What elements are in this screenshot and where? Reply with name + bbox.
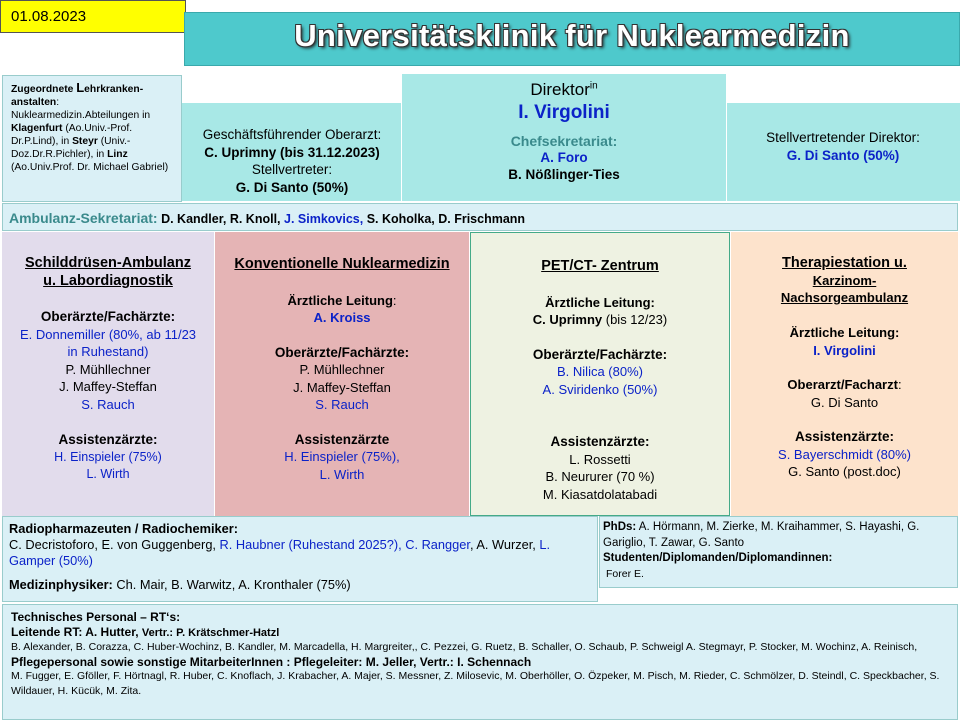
ambulanz-label: Ambulanz-Sekretariat: [9,210,158,226]
col2-senior-3: S. Rauch [315,397,369,412]
physicists-label: Medizinphysiker: [9,577,113,592]
col3-senior-1: B. Nilica (80%) [557,364,643,379]
col4-senior-line [731,376,958,394]
ambulanz-names-1: D. Kandler, R. Knoll, [157,212,284,226]
lehr-heading-1: Zugeordnete [11,84,77,95]
director-label-sup: in [589,80,598,92]
col3-assistant-label: Assistenzärzte: [550,434,650,449]
col2-assistant-1: H. Einspieler (75%), [284,449,400,464]
col2-lead-line [215,292,469,310]
col2-lead-label: Ärztliche Leitung [287,292,393,308]
students-names: Forer E. [606,567,644,580]
director-box [401,73,727,201]
lehr-text-1: Nuklearmedizin.Abteilungen in [11,110,151,121]
tech-lead-line [11,625,951,641]
col3-senior-label: Oberärzte/Fachärzte: [532,346,668,362]
thyroid-clinic-column [2,232,214,516]
col2-senior-label: Oberärzte/Fachärzte: [274,344,410,360]
col2-lead-name: A. Kroiss [313,310,371,325]
col1-assistant-label: Assistenzärzte: [58,432,158,447]
col1-senior-2: P. Mühllechner [65,361,151,377]
col3-senior-2: A. Sviridenko (50%) [542,381,658,397]
radio-names-blue-2: L. Gamper (50%) [9,537,551,568]
radio-names-1: C. Decristoforo, E. von Guggenberg, [9,537,220,552]
lehr-text-2: (Ao.Univ.-Prof. Dr.P.Lind), in [11,123,133,147]
director-label: Direktor [530,80,590,99]
physicists-names: Ch. Mair, B. Warwitz, A. Kronthaler (75%) [112,577,351,592]
col2-senior-2: J. Maffey-Steffan [293,379,391,395]
col2-lead-colon: : [392,292,397,308]
chef-sekretariat-label: Chefsekretariat: [510,133,618,149]
col3-lead-name: C. Uprimny [532,312,603,327]
director-name: I. Virgolini [518,102,610,123]
col4-assistant-label: Assistenzärzte: [794,429,895,444]
lehr-heading-2: ehrkranken-anstalten [11,84,144,108]
teaching-hospitals-box [2,75,182,202]
date-label: 01.08.2023 [0,0,186,33]
tech-rt-names: B. Alexander, B. Corazza, C. Huber-Wochinz, B. Kandler, M. Marcadella, H. Margreiter,, C. Pezzei, G. Ruetz, B. Schaller, O. Schaub, P. Schweigl A. Stegmayr, P. Stocker, M. Wochinz, A. Reinisch, [11,641,918,653]
radio-names [9,537,591,569]
chef-sekretariat-name-1: A. Foro [540,150,588,165]
col1-title-2: u. Labordiagnostik [43,273,173,289]
pet-ct-center-column [470,232,730,516]
col1-assistant-1: H. Einspieler (75%) [54,449,162,464]
col3-title: PET/CT- Zentrum [541,258,659,274]
nursing-names: M. Fugger, E. Gföller, F. Hörtnagl, R. Huber, C. Knoflach, J. Krabacher, A. Majer, S. Messner, Z. Milosevic, M. Oberhöller, O. Özpeker, M. Pisch, M. Rieder, C. Schmölzer, D. Steindl, C. Speckbacher, S. Wildauer, H. Kücük, M. Zita. [11,670,940,697]
gf-label: Geschäftsführender Oberarzt: [202,127,382,142]
col4-title-2: Karzinom- [812,273,877,288]
col2-assistant-2: L. Wirth [319,466,365,482]
deputy-director [728,129,958,165]
col4-assistant-1: S. Bayerschmidt (80%) [778,446,911,462]
director-label-line [402,80,726,100]
lehr-text-3: (Univ.-Doz.Dr.R.Pichler), in [11,136,131,160]
tech-lead-label: Leitende RT: A. Hutter, [11,624,142,639]
col4-lead-label: Ärztliche Leitung: [789,325,900,340]
radiopharmacists-box [2,516,598,602]
col3-assistant-3: M. Kiasatdolatabadi [542,486,658,502]
lehr-klagenfurt: Klagenfurt [11,123,63,134]
radio-names-blue-1: R. Haubner (Ruhestand 2025?), C. Rangger [219,537,470,552]
col4-title-1: Therapiestation u. [782,255,907,271]
medical-physicists-line [9,577,591,593]
gf-deputy-name: G. Di Santo (50%) [235,179,349,195]
stv-label: Stellvertretender Direktor: [766,130,920,145]
phd-line [603,520,954,551]
col2-senior-1: P. Mühllechner [299,362,385,377]
col2-assistant-label: Assistenzärzte [294,431,390,447]
conventional-nuclear-medicine-column [215,232,469,516]
col4-title-3: Nachsorgeambulanz [780,290,909,305]
col4-assistant-2: G. Santo (post.doc) [788,464,901,479]
col3-assistant-1: L. Rossetti [569,451,631,467]
lehr-text-4: (Ao.Univ.Prof. Dr. Michael Gabriel) [11,162,169,173]
students-label: Studenten/Diplomanden/Diplomandinnen: [603,552,833,564]
tech-label: Technisches Personal – RT‘s: [11,610,181,624]
col3-lead-note: (bis 12/23) [602,312,668,327]
radio-label: Radiopharmazeuten / Radiochemiker: [9,521,238,536]
col3-lead-label: Ärztliche Leitung: [545,294,655,310]
col3-assistant-2: B. Neururer (70 %) [545,469,655,484]
ambulance-secretariat [2,203,958,231]
lehr-linz: Linz [107,149,128,160]
ambulanz-names-blue: J. Simkovics, [284,212,364,226]
radio-names-2: , A. Wurzer, [469,537,540,552]
chef-sekretariat-name-2: B. Nößlinger-Ties [508,167,620,182]
page-title: Universitätsklinik für Nuklearmedizin [294,18,850,53]
managing-senior-physician [184,126,400,196]
nursing-label: Pflegepersonal sowie sonstige MitarbeiterInnen : Pflegeleiter: M. Jeller, Vertr.: I. Schennach [11,654,532,669]
col4-senior-colon: : [897,377,902,392]
gf-deputy-label: Stellvertreter: [251,162,333,177]
stv-name: G. Di Santo (50%) [786,148,900,163]
phd-names: A. Hörmann, M. Zierke, M. Kraihammer, S. Hayashi, G. Gariglio, T. Zawar, G. Santo [603,521,920,549]
phd-students-box [599,516,958,588]
ambulanz-names-2: S. Koholka, D. Frischmann [363,212,526,226]
lehr-heading-big: L [76,80,85,95]
col4-lead-name: I. Virgolini [813,342,876,358]
phd-label: PhDs: [603,521,637,533]
tech-lead-vertr: Vertr.: P. Krätschmer-Hatzl [141,626,280,639]
lehr-steyr: Steyr [72,136,98,147]
col1-assistant-2: L. Wirth [86,467,130,481]
col1-senior-3: J. Maffey-Steffan [59,379,157,394]
col4-senior-label: Oberarzt/Facharzt [787,377,898,392]
col1-senior-1: E. Donnemiller (80%, ab 11/23 in Ruhestand) [19,326,197,359]
therapy-ward-column [731,232,958,516]
col1-title-1: Schilddrüsen-Ambulanz [25,255,191,271]
technical-staff-box [2,604,958,720]
lehr-heading-tail: : [56,97,60,108]
col1-senior-label: Oberärzte/Fachärzte: [40,309,176,324]
col1-senior-4: S. Rauch [81,396,135,412]
col3-lead-line [471,311,729,329]
gf-name: C. Uprimny (bis 31.12.2023) [204,144,380,160]
col2-title: Konventionelle Nuklearmedizin [234,256,450,272]
col4-senior-1: G. Di Santo [810,394,879,410]
